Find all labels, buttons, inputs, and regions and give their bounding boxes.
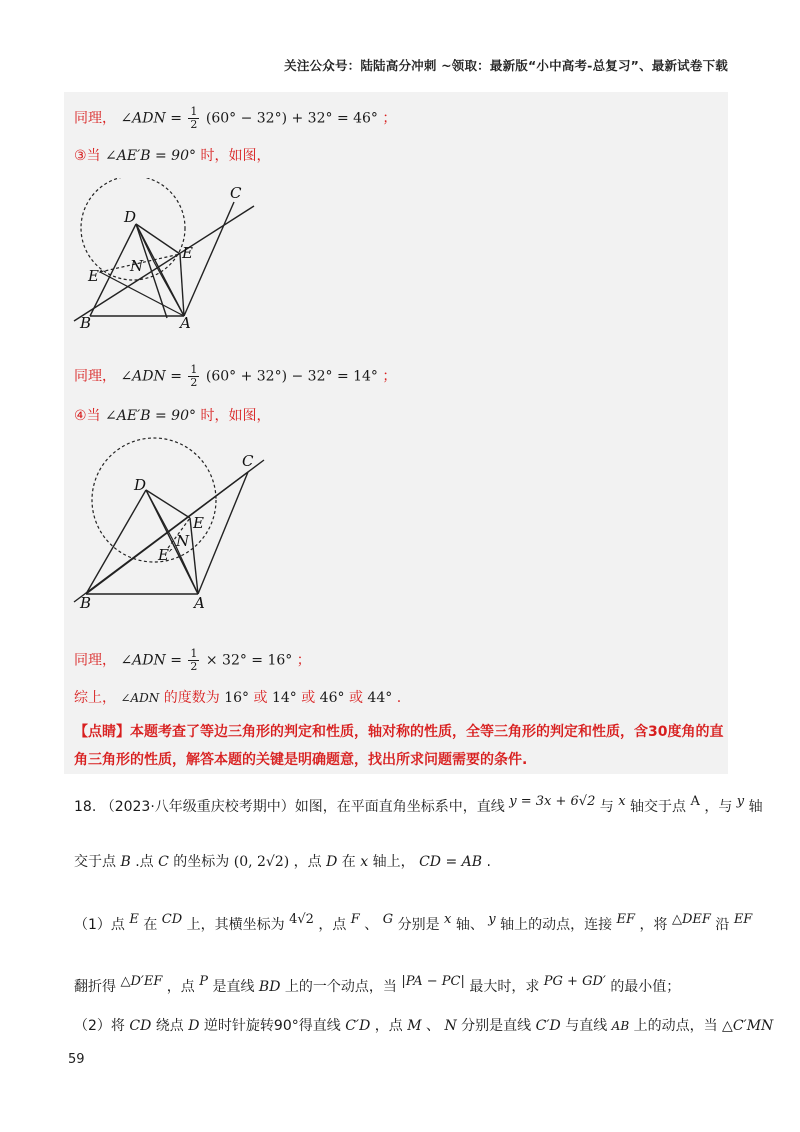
label-c: C [230,184,242,202]
math: PG + GD′ [543,974,606,989]
question-18-line-1 [74,792,763,817]
text: 轴、 [455,917,484,933]
text: 时，如图， [200,148,271,164]
text: 轴上的动点，连接 [500,917,613,933]
label-b: B [80,314,92,332]
value: 16° [224,690,250,706]
math: N [444,1018,457,1034]
text: 在 [143,917,158,933]
value: 46° [319,690,345,706]
segment-ea [180,254,184,316]
text: 上的一个动点，当 [284,979,397,995]
math: x [618,794,626,809]
math: △D′EF [120,974,163,989]
math: CD [161,912,183,927]
math: ∠ADN = [120,652,182,669]
text: 与 [599,799,614,815]
text: 同理， [74,368,116,385]
text: 沿 [715,917,730,933]
question-18-part-1-line-1 [74,910,752,935]
text: 时，如图， [200,408,271,424]
math: D [326,854,338,870]
label-c: C [242,452,254,470]
math: △C′MN [722,1018,774,1034]
text: 综上， [74,690,116,706]
text: （1）点 [74,917,125,933]
math: (60° − 32°) + 32° = 46° [205,110,378,127]
text: ，将 [639,917,668,933]
text: .点 [135,854,154,870]
question-18-part-2 [74,1016,773,1036]
text: 交于点 [74,854,116,870]
label-b: B [80,594,92,612]
label-a: A [194,594,205,612]
key-point-note: 【点睛】本题考查了等边三角形的判定和性质，轴对称的性质，全等三角形的判定和性质，含30度角的直角三角形的性质，解答本题的关键是明确题意，找出所求问题需要的条件. [74,724,724,768]
math: ∠ADN = [120,110,182,127]
math: y [736,794,745,809]
math: G [382,912,394,927]
math: E [129,912,139,927]
math: (0, 2√2) [233,854,290,870]
math: C′D [345,1018,371,1034]
text: 同理， [74,652,116,669]
text: 绕点 [155,1018,184,1034]
text: 分别是直线 [461,1018,532,1034]
solution-line-2 [74,364,396,389]
math: x [444,912,452,927]
text: ④当 [74,408,101,424]
frac-den: 2 [190,660,198,673]
text: 在 [341,854,356,870]
text: . [396,690,402,706]
text: 轴 [748,799,763,815]
frac-num: 1 [190,363,198,376]
label-e-prime: E′ [88,267,103,285]
text: ，点 [166,979,195,995]
math: F [350,912,360,927]
summary-line [74,688,401,708]
math: P [199,974,208,989]
question-18-line-2 [74,852,491,872]
label-n: N [176,532,190,550]
text: ，点 [293,854,322,870]
fraction [188,364,199,389]
text: 轴上， [372,854,415,870]
label-n: N [130,257,144,275]
text: 的最小值； [610,979,681,995]
math: ∠ADN = [120,368,182,385]
text: 的坐标为 [173,854,230,870]
text: 或 [301,690,316,706]
frac-den: 2 [190,118,198,131]
frac-num: 1 [190,105,198,118]
math: (60° + 32°) − 32° = 14° [205,368,378,385]
math: M [407,1018,422,1034]
math: CD [129,1018,152,1034]
math: ∠ADN [120,691,160,705]
math: C [158,854,169,870]
page-header: 关注公众号：陆陆高分冲刺 ~领取：最新版“小中高考-总复习”、最新试卷下载 [284,58,728,73]
math: EF [733,912,753,927]
math: A [690,794,700,809]
text: 与直线 [565,1018,608,1034]
label-a: A [180,314,191,332]
math: y = 3x + 6√2 [509,794,596,809]
label-e: E [182,244,193,262]
text: （2）将 [74,1018,125,1034]
math: 4√2 [289,912,314,927]
text: 、 [426,1018,441,1034]
text: 最大时，求 [469,979,540,995]
text: 上的动点，当 [633,1018,718,1034]
text: 分别是 [397,917,440,933]
text: 或 [348,690,363,706]
math: y [488,912,496,927]
text: 、 [364,917,379,933]
text: 逆时针旋转90°得直线 [203,1018,341,1034]
frac-den: 2 [190,376,198,389]
segment-db [86,490,146,594]
math: ∠AE′B = 90° [105,148,196,164]
text: 18. （2023·八年级重庆校考期中）如图，在平面直角坐标系中，直线 [74,799,505,815]
math: C′D [535,1018,561,1034]
page-number: 59 [68,1052,85,1067]
frac-num: 1 [190,647,198,660]
math: AB [611,1019,630,1033]
text: 或 [253,690,268,706]
geometry-figure-2 [66,434,276,614]
fraction [188,106,199,131]
text: 的度数为 [163,690,220,706]
text: ，点 [318,917,347,933]
solution-line-1 [74,106,396,131]
geometry-figure-1 [66,178,266,338]
text: 是直线 [212,979,255,995]
text: 上，其横坐标为 [186,917,285,933]
math: x [360,854,369,870]
text: ； [382,368,397,385]
line-bc-extended [74,206,254,321]
label-e: E [193,514,204,532]
label-d: D [124,208,137,226]
case-3-title [74,146,270,166]
text: 同理， [74,110,116,127]
text: ； [382,110,397,127]
text: . [486,854,491,870]
label-e-prime: E′ [158,546,173,564]
text: ③当 [74,148,101,164]
text: 轴交于点 [630,799,687,815]
text: ； [296,652,311,669]
math: BD [258,979,281,995]
math: D [188,1018,200,1034]
math: CD = AB [419,854,483,870]
math: B [120,854,131,870]
case-4-title [74,406,270,426]
math: × 32° = 16° [205,652,293,669]
text: 翻折得 [74,979,116,995]
value: 14° [271,690,297,706]
question-18-part-1-line-2 [74,972,680,997]
segment-dn [146,490,174,542]
label-d: D [134,476,147,494]
text: ，与 [704,799,733,815]
math: |PA − PC| [401,974,465,989]
math: △DEF [671,912,711,927]
text: ，点 [374,1018,403,1034]
fraction [188,648,199,673]
math: EF [616,912,636,927]
math: ∠AE′B = 90° [105,408,196,424]
value: 44° [367,690,393,706]
solution-line-3 [74,648,311,673]
